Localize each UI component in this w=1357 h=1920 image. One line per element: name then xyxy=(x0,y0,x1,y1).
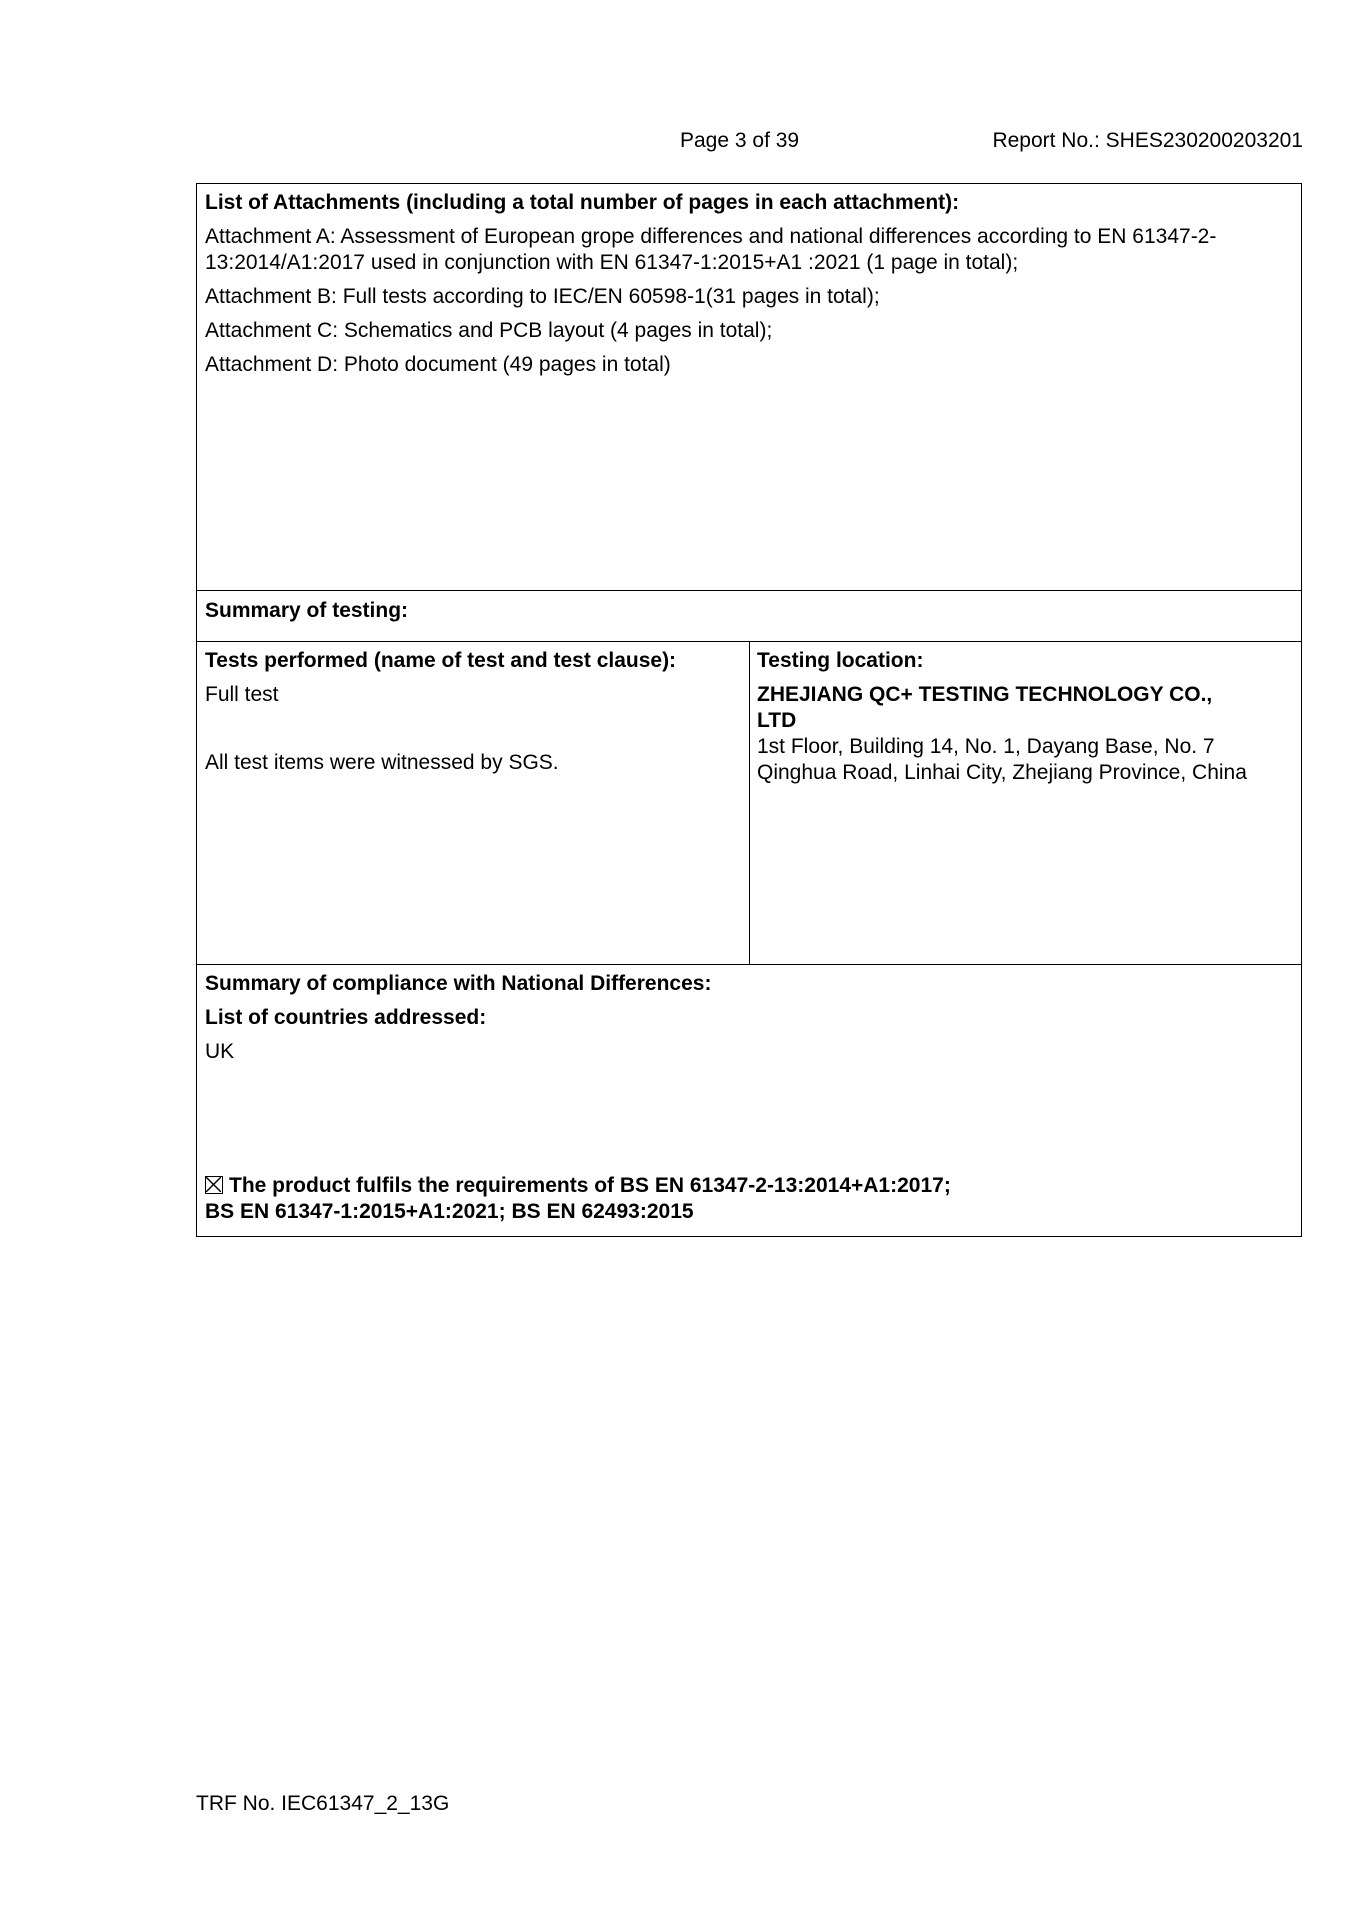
attachments-section xyxy=(196,183,1302,591)
checked-box-icon xyxy=(205,1176,223,1194)
compliance-line2: BS EN 61347-1:2015+A1:2021; BS EN 62493:2015 xyxy=(205,1200,694,1223)
testing-location-cell xyxy=(749,641,1302,965)
attachment-b: Attachment B: Full tests according to IEC/EN 60598-1(31 pages in total); xyxy=(205,285,880,308)
national-title: Summary of compliance with National Differences: xyxy=(205,972,712,995)
page-number: Page 3 of 39 xyxy=(680,129,800,152)
tests-performed-cell xyxy=(196,641,750,965)
tests-full-test: Full test xyxy=(205,683,279,706)
summary-of-testing xyxy=(196,590,1302,642)
attachment-a-line1: Attachment A: Assessment of European grope differences and national differences according to EN 61347-2- xyxy=(205,225,1217,248)
report-number: Report No.: SHES230200203201 xyxy=(992,129,1303,152)
attachment-a-line2: 13:2014/A1:2017 used in conjunction with EN 61347-1:2015+A1 :2021 (1 page in total); xyxy=(205,251,1019,274)
countries-label: List of countries addressed: xyxy=(205,1006,487,1029)
location-company-line2: LTD xyxy=(757,709,797,732)
tests-witnessed: All test items were witnessed by SGS. xyxy=(205,751,559,774)
location-company-line1: ZHEJIANG QC+ TESTING TECHNOLOGY CO., xyxy=(757,683,1213,706)
summary-title: Summary of testing: xyxy=(205,599,409,622)
location-address-line1: 1st Floor, Building 14, No. 1, Dayang Base, No. 7 xyxy=(757,735,1215,758)
compliance-statement xyxy=(205,1173,951,1225)
countries-value: UK xyxy=(205,1040,235,1063)
national-differences-section xyxy=(196,964,1302,1237)
tests-title: Tests performed (name of test and test clause): xyxy=(205,649,677,672)
location-address-line2: Qinghua Road, Linhai City, Zhejiang Province, China xyxy=(757,761,1247,784)
trf-number: TRF No. IEC61347_2_13G xyxy=(196,1792,450,1815)
attachments-title: List of Attachments (including a total number of pages in each attachment): xyxy=(205,191,960,214)
location-title: Testing location: xyxy=(757,649,924,672)
compliance-line1: The product fulfils the requirements of BS EN 61347-2-13:2014+A1:2017; xyxy=(229,1174,951,1197)
attachment-d: Attachment D: Photo document (49 pages in total) xyxy=(205,353,671,376)
attachment-c: Attachment C: Schematics and PCB layout (4 pages in total); xyxy=(205,319,773,342)
